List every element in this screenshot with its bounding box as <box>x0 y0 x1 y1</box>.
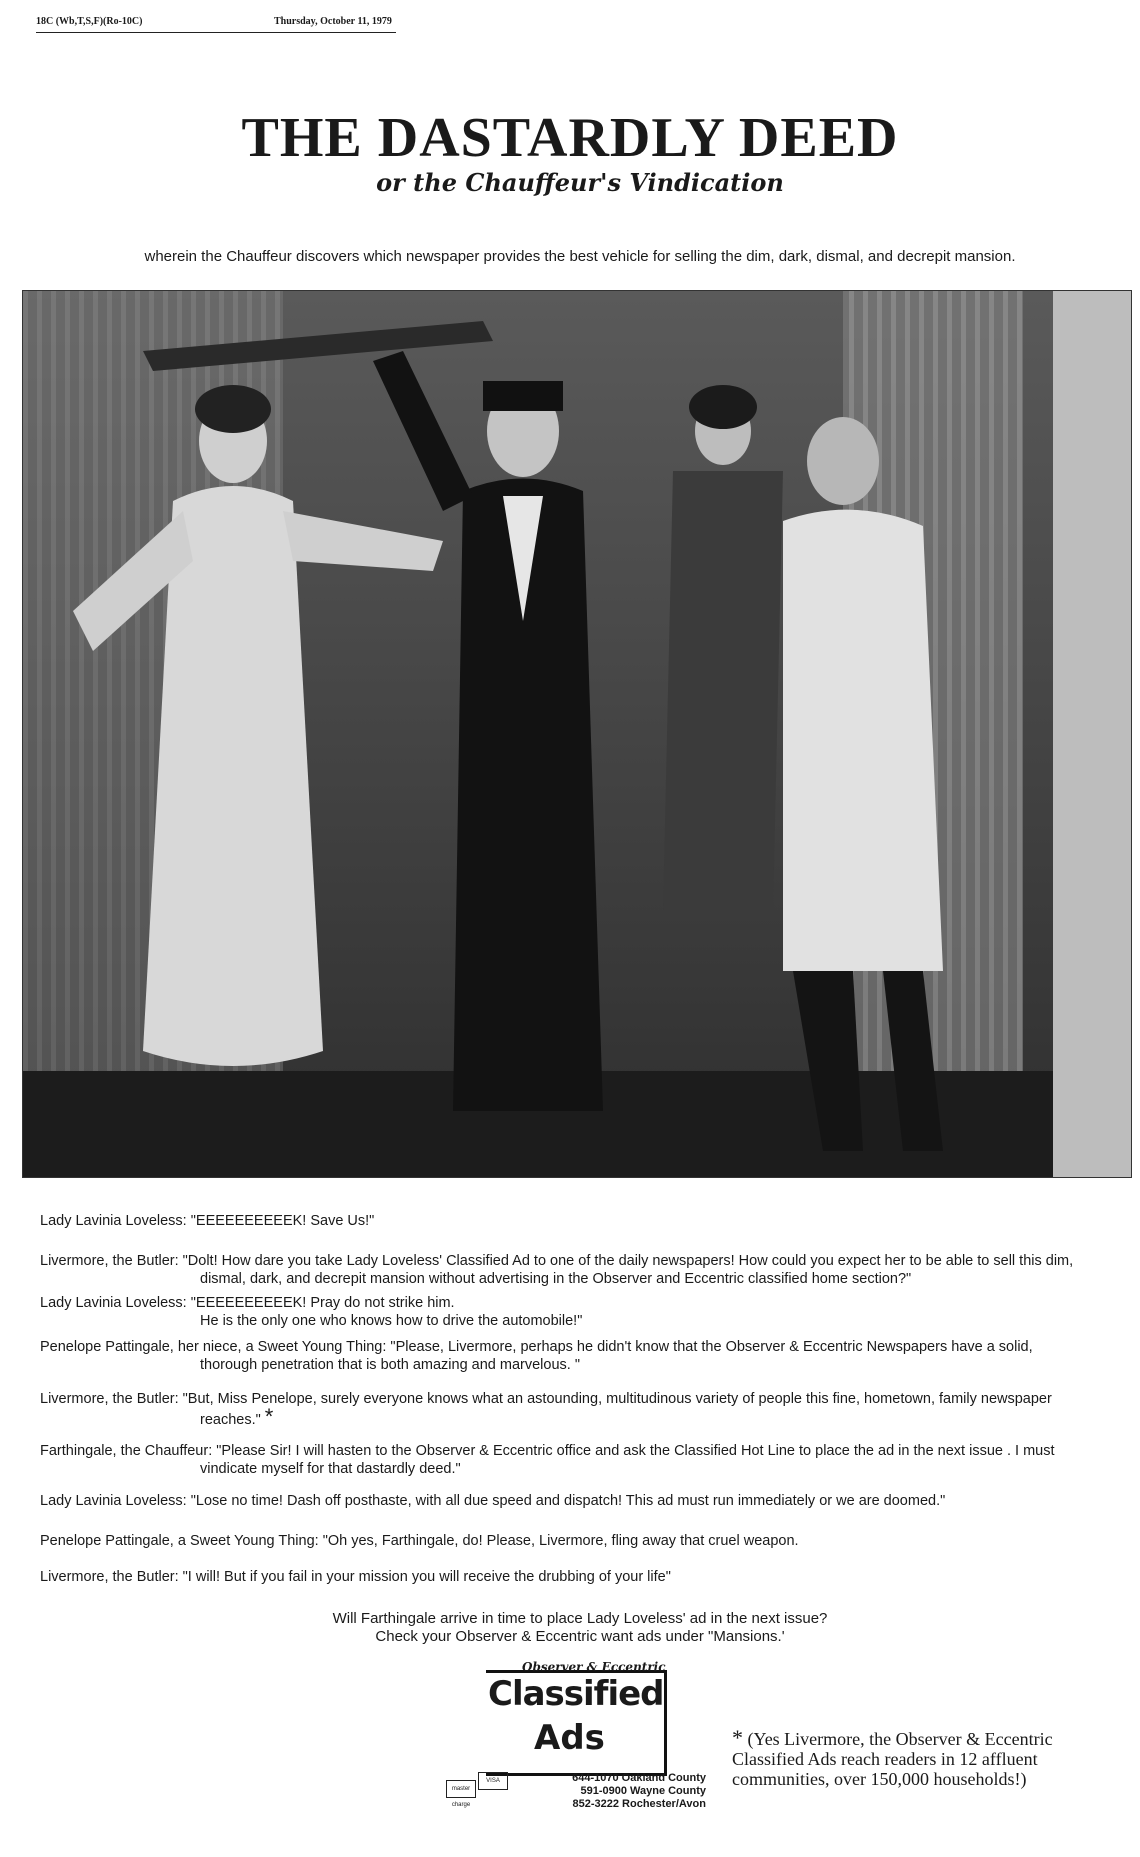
dialogue-line <box>40 1338 1120 1374</box>
logo-brand: Observer & Eccentric <box>522 1660 666 1674</box>
footnote-asterisk: * <box>732 1725 743 1750</box>
logo-word-ads: Ads <box>534 1718 605 1758</box>
dialogue-line <box>40 1294 1120 1330</box>
speaker: Livermore, the Butler: <box>40 1569 179 1585</box>
speaker: Lady Lavinia Loveless: <box>40 1493 187 1509</box>
dialogue-line <box>40 1442 1120 1478</box>
vintage-photo <box>22 290 1132 1178</box>
dialogue-continuation: dismal, dark, and decrepit mansion without advertising in the Observer and Eccentric classified home section?" <box>200 1271 912 1287</box>
dialogue-line <box>40 1492 1120 1510</box>
footnote-text: (Yes Livermore, the Observer & Eccentric Classified Ads reach readers in 12 affluent communities, over 150,000 households!) <box>732 1729 1053 1789</box>
speaker: Lady Lavinia Loveless: <box>40 1213 187 1229</box>
call-to-action <box>0 1610 1140 1646</box>
dialogue-text: "Please, Livermore, perhaps he didn't know that the Observer & Eccentric Newspapers have a solid, <box>390 1339 1033 1355</box>
speaker: Livermore, the Butler: <box>40 1391 179 1407</box>
dialogue-text: "Dolt! How dare you take Lady Loveless' Classified Ad to one of the daily newspapers! How could you expect her to be able to sell this dim, <box>182 1253 1074 1269</box>
photo-scene-illustration <box>23 291 1131 1177</box>
dialogue-text: "Please Sir! I will hasten to the Observer & Eccentric office and ask the Classified Hot Line to place the ad in the next issue . I must <box>216 1443 1055 1459</box>
dialogue-text: "Lose no time! Dash off posthaste, with all due speed and dispatch! This ad must run immediately or we are doomed." <box>190 1493 946 1509</box>
dialogue-continuation: reaches." * <box>200 1404 274 1429</box>
dialogue-line <box>40 1252 1120 1288</box>
visa-card-icon: VISA <box>478 1772 508 1790</box>
ad-headline: THE DASTARDLY DEED <box>241 107 899 169</box>
dialogue-text: "EEEEEEEEEEK! Pray do not strike him. <box>190 1295 455 1311</box>
dialogue-line <box>40 1212 1120 1230</box>
edition-code: 18C (Wb,T,S,F)(Ro-10C) <box>36 16 143 27</box>
dialogue-text: "I will! But if you fail in your mission you will receive the drubbing of your life" <box>182 1569 671 1585</box>
cta-instruction: Check your Observer & Eccentric want ads under "Mansions.' <box>375 1628 785 1645</box>
phone-oakland: 644-1070 Oakland County <box>572 1772 706 1784</box>
page-header <box>36 10 396 33</box>
logo-word-classified: Classified <box>488 1674 664 1714</box>
dialogue-text: "Oh yes, Farthingale, do! Please, Livermore, fling away that cruel weapon. <box>322 1533 799 1549</box>
ad-tagline: wherein the Chauffeur discovers which newspaper provides the best vehicle for selling the dim, dark, dismal, and decrepit mansion. <box>144 248 1016 265</box>
dialogue-continuation: He is the only one who knows how to drive the automobile!" <box>200 1313 583 1329</box>
footnote <box>732 1725 1092 1789</box>
payment-cards <box>446 1772 516 1812</box>
speaker: Lady Lavinia Loveless: <box>40 1295 187 1311</box>
dialogue-line <box>40 1568 1120 1586</box>
cta-question: Will Farthingale arrive in time to place Lady Loveless' ad in the next issue? <box>332 1610 828 1627</box>
phone-wayne: 591-0900 Wayne County <box>580 1785 706 1797</box>
phone-rochester: 852-3222 Rochester/Avon <box>572 1798 706 1810</box>
dialogue-text: "EEEEEEEEEEK! Save Us!" <box>190 1213 375 1229</box>
dialogue-line <box>40 1390 1120 1429</box>
master-charge-card-icon: master charge <box>446 1780 476 1798</box>
speaker: Penelope Pattingale, her niece, a Sweet Young Thing: <box>40 1339 387 1355</box>
issue-date: Thursday, October 11, 1979 <box>274 16 392 27</box>
phone-numbers <box>520 1772 706 1811</box>
asterisk-mark: * <box>264 1404 274 1429</box>
speaker: Penelope Pattingale, a Sweet Young Thing: <box>40 1533 319 1549</box>
dialogue-text: "But, Miss Penelope, surely everyone knows what an astounding, multitudinous variety of people this fine, hometown, family newspaper <box>182 1391 1052 1407</box>
dialogue-continuation: vindicate myself for that dastardly deed." <box>200 1461 461 1477</box>
dialogue-line <box>40 1532 1120 1550</box>
speaker: Farthingale, the Chauffeur: <box>40 1443 213 1459</box>
classified-ads-logo <box>482 1658 670 1776</box>
dialogue-continuation: thorough penetration that is both amazing and marvelous. " <box>200 1357 580 1373</box>
ad-subtitle: or the Chauffeur's Vindication <box>376 168 784 197</box>
speaker: Livermore, the Butler: <box>40 1253 179 1269</box>
